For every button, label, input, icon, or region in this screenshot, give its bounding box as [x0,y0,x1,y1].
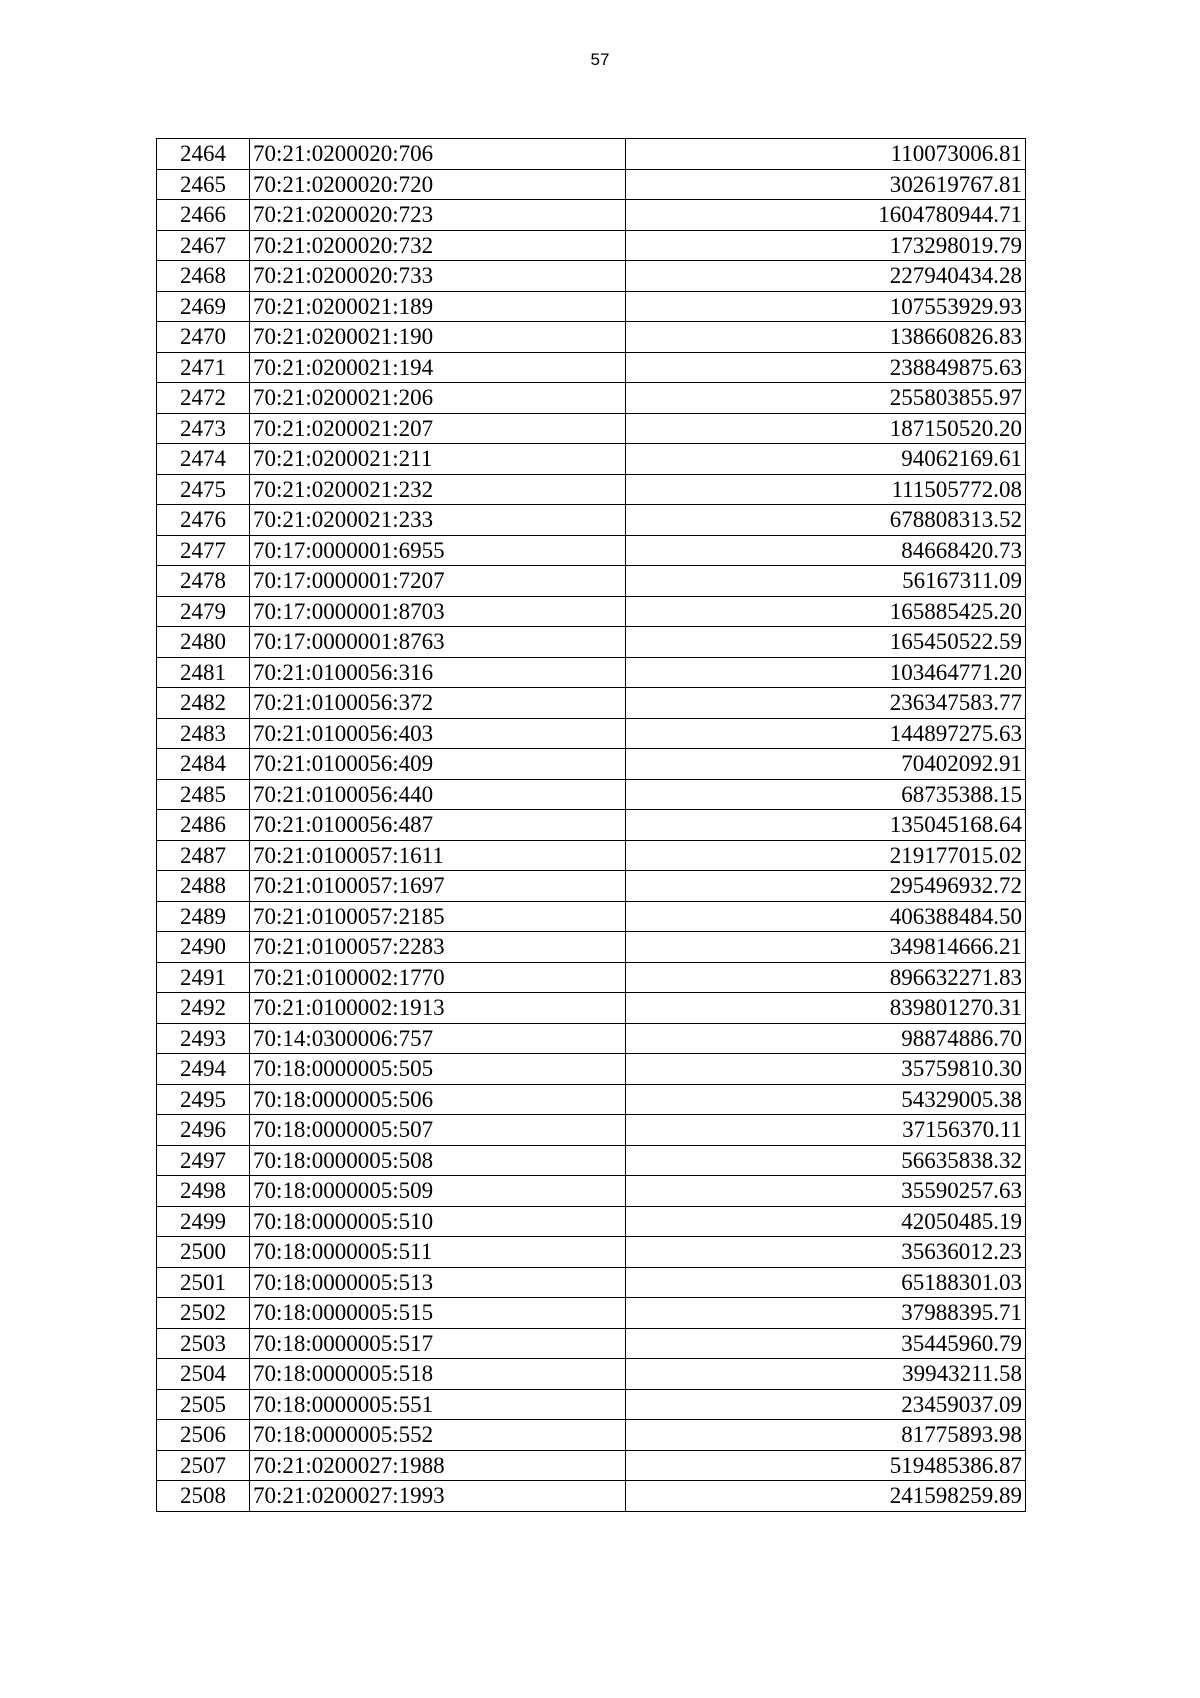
table-row [157,444,1026,475]
table-row [157,200,1026,231]
row-number-cell: 2468 [157,261,250,292]
table-row [157,1420,1026,1451]
table-row [157,688,1026,719]
row-number-cell: 2492 [157,993,250,1024]
table-row [157,657,1026,688]
cadastral-value-cell: 23459037.09 [626,1389,1026,1420]
cadastral-value-cell: 56167311.09 [626,566,1026,597]
cadastral-value-cell: 65188301.03 [626,1267,1026,1298]
cadastral-number-cell: 70:18:0000005:515 [250,1298,626,1329]
cadastral-value-cell: 519485386.87 [626,1450,1026,1481]
cadastral-value-cell: 56635838.32 [626,1145,1026,1176]
cadastral-number-cell: 70:21:0100002:1913 [250,993,626,1024]
cadastral-value-cell: 37988395.71 [626,1298,1026,1329]
table-row [157,1450,1026,1481]
row-number-cell: 2499 [157,1206,250,1237]
cadastral-value-cell: 42050485.19 [626,1206,1026,1237]
row-number-cell: 2484 [157,749,250,780]
table-row [157,810,1026,841]
cadastral-value-cell: 165450522.59 [626,627,1026,658]
row-number-cell: 2467 [157,230,250,261]
table-row [157,993,1026,1024]
table-row [157,627,1026,658]
cadastral-number-cell: 70:17:0000001:6955 [250,535,626,566]
table-row [157,352,1026,383]
table-row [157,1023,1026,1054]
cadastral-value-cell: 173298019.79 [626,230,1026,261]
cadastral-value-cell: 35445960.79 [626,1328,1026,1359]
table-row [157,1359,1026,1390]
row-number-cell: 2500 [157,1237,250,1268]
row-number-cell: 2504 [157,1359,250,1390]
cadastral-number-cell: 70:21:0200021:232 [250,474,626,505]
row-number-cell: 2479 [157,596,250,627]
cadastral-number-cell: 70:18:0000005:518 [250,1359,626,1390]
row-number-cell: 2480 [157,627,250,658]
cadastral-value-cell: 144897275.63 [626,718,1026,749]
cadastral-value-cell: 37156370.11 [626,1115,1026,1146]
cadastral-number-cell: 70:21:0200020:723 [250,200,626,231]
row-number-cell: 2485 [157,779,250,810]
row-number-cell: 2503 [157,1328,250,1359]
row-number-cell: 2491 [157,962,250,993]
cadastral-value-cell: 35636012.23 [626,1237,1026,1268]
cadastral-number-cell: 70:21:0200020:732 [250,230,626,261]
cadastral-number-cell: 70:21:0200020:733 [250,261,626,292]
row-number-cell: 2488 [157,871,250,902]
cadastral-number-cell: 70:21:0200021:189 [250,291,626,322]
cadastral-value-cell: 839801270.31 [626,993,1026,1024]
cadastral-value-cell: 678808313.52 [626,505,1026,536]
cadastral-number-cell: 70:21:0100056:440 [250,779,626,810]
row-number-cell: 2478 [157,566,250,597]
cadastral-number-cell: 70:21:0100056:316 [250,657,626,688]
table-row [157,566,1026,597]
table-row [157,1267,1026,1298]
row-number-cell: 2506 [157,1420,250,1451]
cadastral-value-cell: 138660826.83 [626,322,1026,353]
row-number-cell: 2502 [157,1298,250,1329]
cadastral-value-cell: 68735388.15 [626,779,1026,810]
row-number-cell: 2464 [157,139,250,170]
row-number-cell: 2501 [157,1267,250,1298]
table-row [157,871,1026,902]
cadastral-number-cell: 70:17:0000001:8703 [250,596,626,627]
table-row [157,291,1026,322]
row-number-cell: 2469 [157,291,250,322]
cadastral-value-cell: 107553929.93 [626,291,1026,322]
table-row [157,474,1026,505]
page-number: 57 [590,50,610,69]
cadastral-number-cell: 70:21:0100056:403 [250,718,626,749]
table-row [157,413,1026,444]
row-number-cell: 2486 [157,810,250,841]
row-number-cell: 2482 [157,688,250,719]
row-number-cell: 2496 [157,1115,250,1146]
row-number-cell: 2465 [157,169,250,200]
cadastral-value-cell: 135045168.64 [626,810,1026,841]
row-number-cell: 2483 [157,718,250,749]
cadastral-number-cell: 70:18:0000005:510 [250,1206,626,1237]
row-number-cell: 2472 [157,383,250,414]
cadastral-number-cell: 70:18:0000005:552 [250,1420,626,1451]
row-number-cell: 2498 [157,1176,250,1207]
cadastral-number-cell: 70:21:0100057:1697 [250,871,626,902]
table-row [157,932,1026,963]
cadastral-number-cell: 70:21:0200020:720 [250,169,626,200]
cadastral-number-cell: 70:21:0100057:2283 [250,932,626,963]
cadastral-value-cell: 1604780944.71 [626,200,1026,231]
cadastral-number-cell: 70:21:0100057:1611 [250,840,626,871]
row-number-cell: 2473 [157,413,250,444]
table-row [157,962,1026,993]
cadastral-value-cell: 70402092.91 [626,749,1026,780]
cadastral-value-cell: 406388484.50 [626,901,1026,932]
table-row [157,1237,1026,1268]
table-row [157,749,1026,780]
cadastral-value-cell: 54329005.38 [626,1084,1026,1115]
cadastral-number-cell: 70:18:0000005:551 [250,1389,626,1420]
cadastral-number-cell: 70:18:0000005:517 [250,1328,626,1359]
cadastral-number-cell: 70:21:0100056:409 [250,749,626,780]
cadastral-value-cell: 255803855.97 [626,383,1026,414]
row-number-cell: 2505 [157,1389,250,1420]
table-row [157,779,1026,810]
cadastral-value-cell: 219177015.02 [626,840,1026,871]
table-body [157,139,1026,1512]
cadastral-number-cell: 70:21:0100057:2185 [250,901,626,932]
cadastral-number-cell: 70:21:0100002:1770 [250,962,626,993]
cadastral-number-cell: 70:21:0200027:1988 [250,1450,626,1481]
cadastral-number-cell: 70:17:0000001:7207 [250,566,626,597]
cadastral-value-cell: 98874886.70 [626,1023,1026,1054]
cadastral-value-cell: 39943211.58 [626,1359,1026,1390]
table-row [157,383,1026,414]
row-number-cell: 2508 [157,1481,250,1512]
cadastral-value-cell: 81775893.98 [626,1420,1026,1451]
cadastral-number-cell: 70:17:0000001:8763 [250,627,626,658]
row-number-cell: 2466 [157,200,250,231]
row-number-cell: 2476 [157,505,250,536]
table-row [157,230,1026,261]
row-number-cell: 2474 [157,444,250,475]
cadastral-number-cell: 70:14:0300006:757 [250,1023,626,1054]
row-number-cell: 2471 [157,352,250,383]
row-number-cell: 2493 [157,1023,250,1054]
table-row [157,1145,1026,1176]
cadastral-number-cell: 70:21:0200021:207 [250,413,626,444]
cadastral-value-cell: 187150520.20 [626,413,1026,444]
table-row [157,901,1026,932]
cadastral-number-cell: 70:18:0000005:509 [250,1176,626,1207]
cadastral-value-cell: 35590257.63 [626,1176,1026,1207]
cadastral-value-cell: 110073006.81 [626,139,1026,170]
table-row [157,322,1026,353]
cadastral-number-cell: 70:18:0000005:506 [250,1084,626,1115]
cadastral-value-cell: 94062169.61 [626,444,1026,475]
cadastral-number-cell: 70:21:0200021:190 [250,322,626,353]
cadastral-number-cell: 70:21:0100056:372 [250,688,626,719]
cadastral-number-cell: 70:18:0000005:511 [250,1237,626,1268]
cadastral-number-cell: 70:21:0200021:194 [250,352,626,383]
table-row [157,1176,1026,1207]
row-number-cell: 2477 [157,535,250,566]
table-row [157,840,1026,871]
cadastral-value-cell: 241598259.89 [626,1481,1026,1512]
table-row [157,1084,1026,1115]
cadastral-value-cell: 295496932.72 [626,871,1026,902]
cadastral-value-cell: 165885425.20 [626,596,1026,627]
cadastral-number-cell: 70:21:0100056:487 [250,810,626,841]
table-row [157,1328,1026,1359]
cadastral-value-cell: 84668420.73 [626,535,1026,566]
row-number-cell: 2494 [157,1054,250,1085]
table-row [157,1115,1026,1146]
cadastral-number-cell: 70:18:0000005:505 [250,1054,626,1085]
table-row [157,1481,1026,1512]
cadastral-value-cell: 896632271.83 [626,962,1026,993]
cadastral-value-cell: 236347583.77 [626,688,1026,719]
table-row [157,596,1026,627]
cadastral-number-cell: 70:18:0000005:508 [250,1145,626,1176]
row-number-cell: 2495 [157,1084,250,1115]
cadastral-value-cell: 103464771.20 [626,657,1026,688]
row-number-cell: 2507 [157,1450,250,1481]
table-row [157,1389,1026,1420]
table-row [157,139,1026,170]
data-table [156,138,1026,1512]
table-row [157,169,1026,200]
table-row [157,718,1026,749]
row-number-cell: 2481 [157,657,250,688]
cadastral-number-cell: 70:21:0200021:211 [250,444,626,475]
row-number-cell: 2490 [157,932,250,963]
row-number-cell: 2497 [157,1145,250,1176]
cadastral-value-cell: 238849875.63 [626,352,1026,383]
table-row [157,1298,1026,1329]
cadastral-number-cell: 70:18:0000005:507 [250,1115,626,1146]
cadastral-number-cell: 70:21:0200021:233 [250,505,626,536]
cadastral-value-cell: 111505772.08 [626,474,1026,505]
cadastral-number-cell: 70:21:0200020:706 [250,139,626,170]
row-number-cell: 2470 [157,322,250,353]
row-number-cell: 2489 [157,901,250,932]
cadastral-value-cell: 227940434.28 [626,261,1026,292]
cadastral-number-cell: 70:18:0000005:513 [250,1267,626,1298]
cadastral-number-cell: 70:21:0200021:206 [250,383,626,414]
row-number-cell: 2487 [157,840,250,871]
cadastral-number-cell: 70:21:0200027:1993 [250,1481,626,1512]
table-row [157,535,1026,566]
cadastral-value-cell: 35759810.30 [626,1054,1026,1085]
table-row [157,261,1026,292]
table-row [157,1054,1026,1085]
cadastral-value-cell: 302619767.81 [626,169,1026,200]
row-number-cell: 2475 [157,474,250,505]
cadastral-value-cell: 349814666.21 [626,932,1026,963]
table-row [157,505,1026,536]
table-row [157,1206,1026,1237]
